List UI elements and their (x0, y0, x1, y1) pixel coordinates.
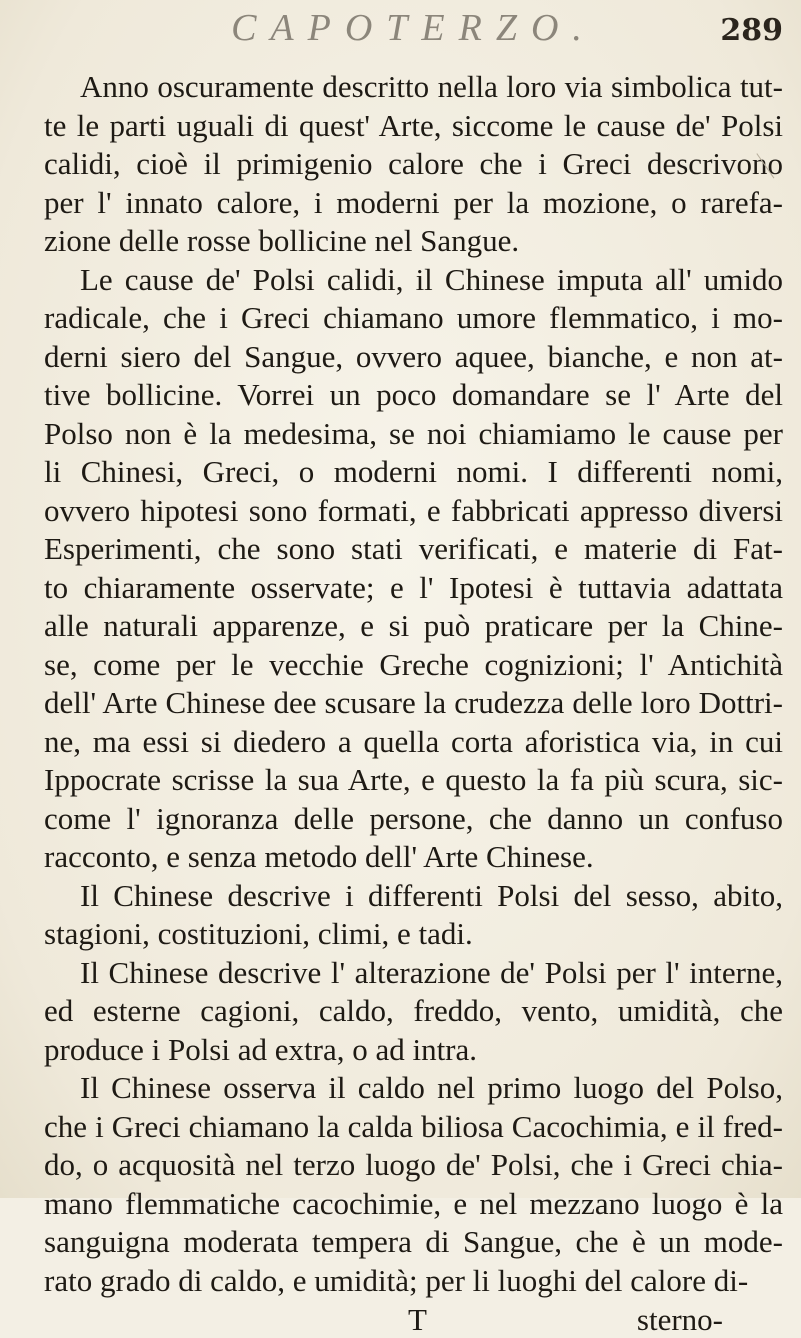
page-number: 289 (720, 13, 783, 48)
catchword: sterno- (636, 1302, 723, 1337)
text-line: tive bollicine. Vorrei un poco domandare se l' Arte del (44, 377, 783, 412)
running-title: CAPOTERZO. (231, 7, 596, 49)
text-line: rato grado di caldo, e umidità; per li luoghi del calore di- (44, 1262, 749, 1298)
text-line: come l' ignoranza delle persone, che danno un confuso (44, 800, 783, 836)
text-line: mano flemmatiche cacochimie, e nel mezzano luogo è la (44, 1185, 783, 1221)
paragraph (44, 68, 783, 261)
text-line: Le cause de' Polsi calidi, il Chinese imputa all' umido (80, 261, 783, 297)
running-head (44, 6, 783, 68)
text-line: ed esterne cagioni, caldo, freddo, vento, umidità, che (44, 993, 783, 1028)
text-line: sanguigna moderata tempera di Sangue, che è un mode- (44, 1224, 783, 1259)
text-line: produce i Polsi ad extra, o ad intra. (44, 1031, 478, 1067)
text-line: to chiaramente osservate; e l' Ipotesi è tuttavia adattata (44, 569, 783, 605)
signature-mark: T (407, 1302, 427, 1337)
text-line: se, come per le vecchie Greche cognizioni; l' Antichità (44, 646, 783, 682)
text-line: Anno oscuramente descritto nella loro via simbolica tut- (80, 69, 783, 104)
text-line: calidi, cioè il primigenio calore che i Greci descrivono (44, 146, 783, 181)
text-line: do, o acquosità nel terzo luogo de' Polsi, che i Greci chia- (44, 1147, 783, 1182)
text-line: ovvero hipotesi sono formati, e fabbricati appresso diversi (44, 492, 783, 528)
text-line: ne, ma essi si diedero a quella corta aforistica via, in cui (44, 723, 783, 759)
text-line: stagioni, costituzioni, climi, e tadi. (44, 916, 473, 951)
text-line: Il Chinese osserva il caldo nel primo luogo del Polso, (80, 1070, 783, 1105)
paragraph (44, 877, 783, 954)
text-line: Esperimenti, che sono stati verificati, e materie di Fat- (44, 531, 783, 566)
text-line: radicale, che i Greci chiamano umore flemmatico, i mo- (44, 300, 783, 335)
text-line: dell' Arte Chinese dee scusare la crudezza delle loro Dottri- (44, 685, 783, 720)
text-line: Polso non è la medesima, se noi chiamiamo le cause per (44, 415, 783, 451)
text-line: Il Chinese descrive i differenti Polsi del sesso, abito, (80, 877, 783, 913)
paragraph (44, 954, 783, 1070)
page-footer (44, 1302, 783, 1338)
body-text (44, 68, 783, 1300)
text-line: che i Greci chiamano la calda biliosa Cacochimia, e il fred- (44, 1108, 783, 1144)
text-line: alle naturali apparenze, e si può praticare per la Chine- (44, 608, 783, 643)
text-line: li Chinesi, Greci, o moderni nomi. I differenti nomi, (44, 454, 783, 489)
text-line: zione delle rosse bollicine nel Sangue. (44, 223, 520, 258)
text-line: per l' innato calore, i moderni per la mozione, o rarefa- (44, 184, 783, 220)
text-line: Ippocrate scrisse la sua Arte, e questo la fa più scura, sic- (44, 762, 783, 797)
paragraph (44, 1069, 783, 1300)
text-line: racconto, e senza metodo dell' Arte Chinese. (44, 839, 594, 874)
text-line: te le parti uguali di quest' Arte, siccome le cause de' Polsi (44, 107, 783, 143)
paragraph (44, 261, 783, 877)
text-line: derni siero del Sangue, ovvero aquee, bianche, e non at- (44, 338, 783, 374)
text-line: Il Chinese descrive l' alterazione de' Polsi per l' interne, (80, 954, 783, 990)
